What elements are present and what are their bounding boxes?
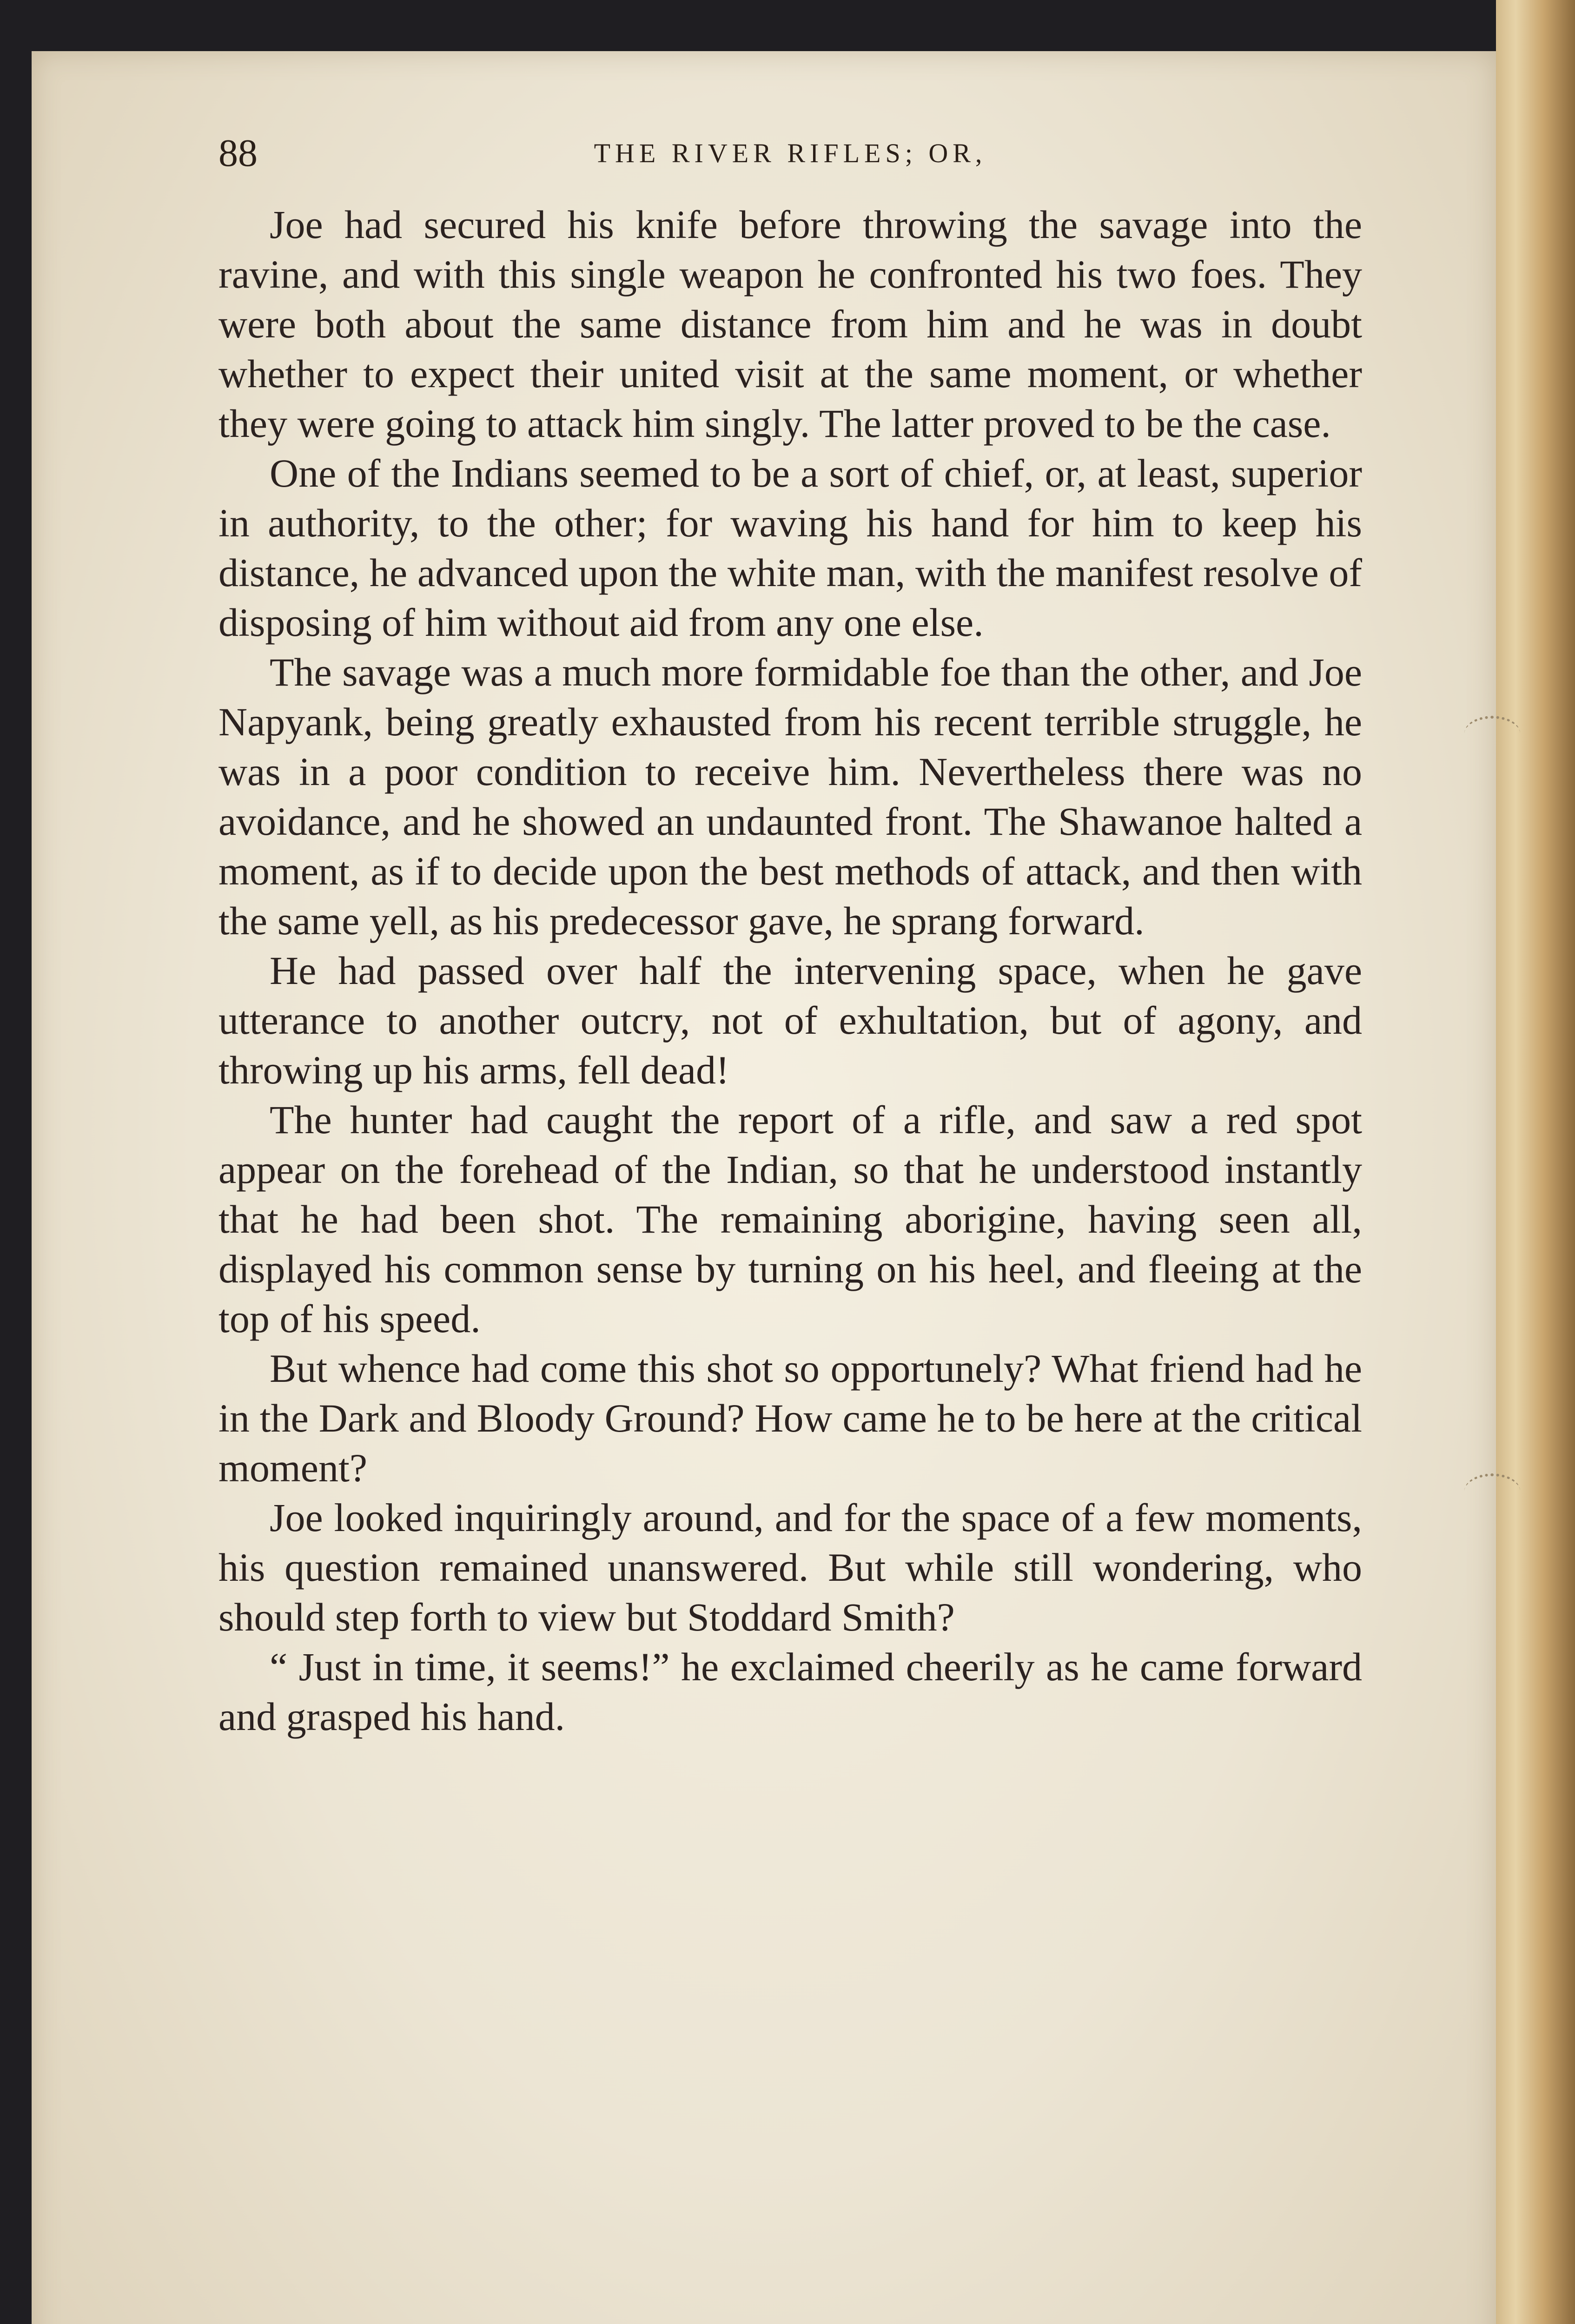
paragraph: He had passed over half the intervening space, when he gave utterance to another outcry, not of exhultation, but of agony, and throwing up his arms, fell dead!: [218, 948, 1362, 1092]
paragraph: The savage was a much more formidable foe than the other, and Joe Napyank, being greatly exhausted from his recent terrible struggle, he was in a poor condition to receive him. Nevertheless there was no avoidance, and he showed an undaunted front. The Shawanoe halted a moment, as if to decide upon the best methods of attack, and then with the same yell, as his predecessor gave, he sprang forward.: [218, 650, 1362, 943]
paragraph: One of the Indians seemed to be a sort of chief, or, at least, superior in authority, to the other; for waving his hand for him to keep his distance, he advanced upon the white man, with the manifest resolve of disposing of him without aid from any one else.: [218, 451, 1362, 645]
binding-stitch: [1464, 1473, 1520, 1509]
paragraph: The hunter had caught the report of a rifle, and saw a red spot appear on the forehead of the Indian, so that he understood instantly that he had been shot. The remaining aborigine, having seen all, displayed his common sense by turning on his heel, and fleeing at the top of his speed.: [218, 1097, 1362, 1341]
paragraph: “ Just in time, it seems!” he exclaimed cheerily as he came forward and grasped his hand.: [218, 1644, 1362, 1739]
page-number: 88: [218, 132, 258, 175]
page-header: [218, 128, 1362, 179]
paragraph: Joe had secured his knife before throwing the savage into the ravine, and with this single weapon he confronted his two foes. They were both about the same distance from him and he was in doubt whether to expect their united visit at the same moment, or whether they were going to attack him singly. The latter proved to be the case.: [218, 202, 1362, 446]
binding-stitch: [1464, 716, 1520, 751]
body-text: [218, 200, 1362, 1742]
running-head: THE RIVER RIFLES; OR,: [594, 138, 987, 168]
paragraph: Joe looked inquiringly around, and for the space of a few moments, his question remained unanswered. But while still wondering, who should step forth to view but Stoddard Smith?: [218, 1495, 1362, 1639]
book-spine: [1496, 0, 1575, 2324]
paragraph: But whence had come this shot so opportunely? What friend had he in the Dark and Bloody Ground? How came he to be here at the critical moment?: [218, 1346, 1362, 1490]
